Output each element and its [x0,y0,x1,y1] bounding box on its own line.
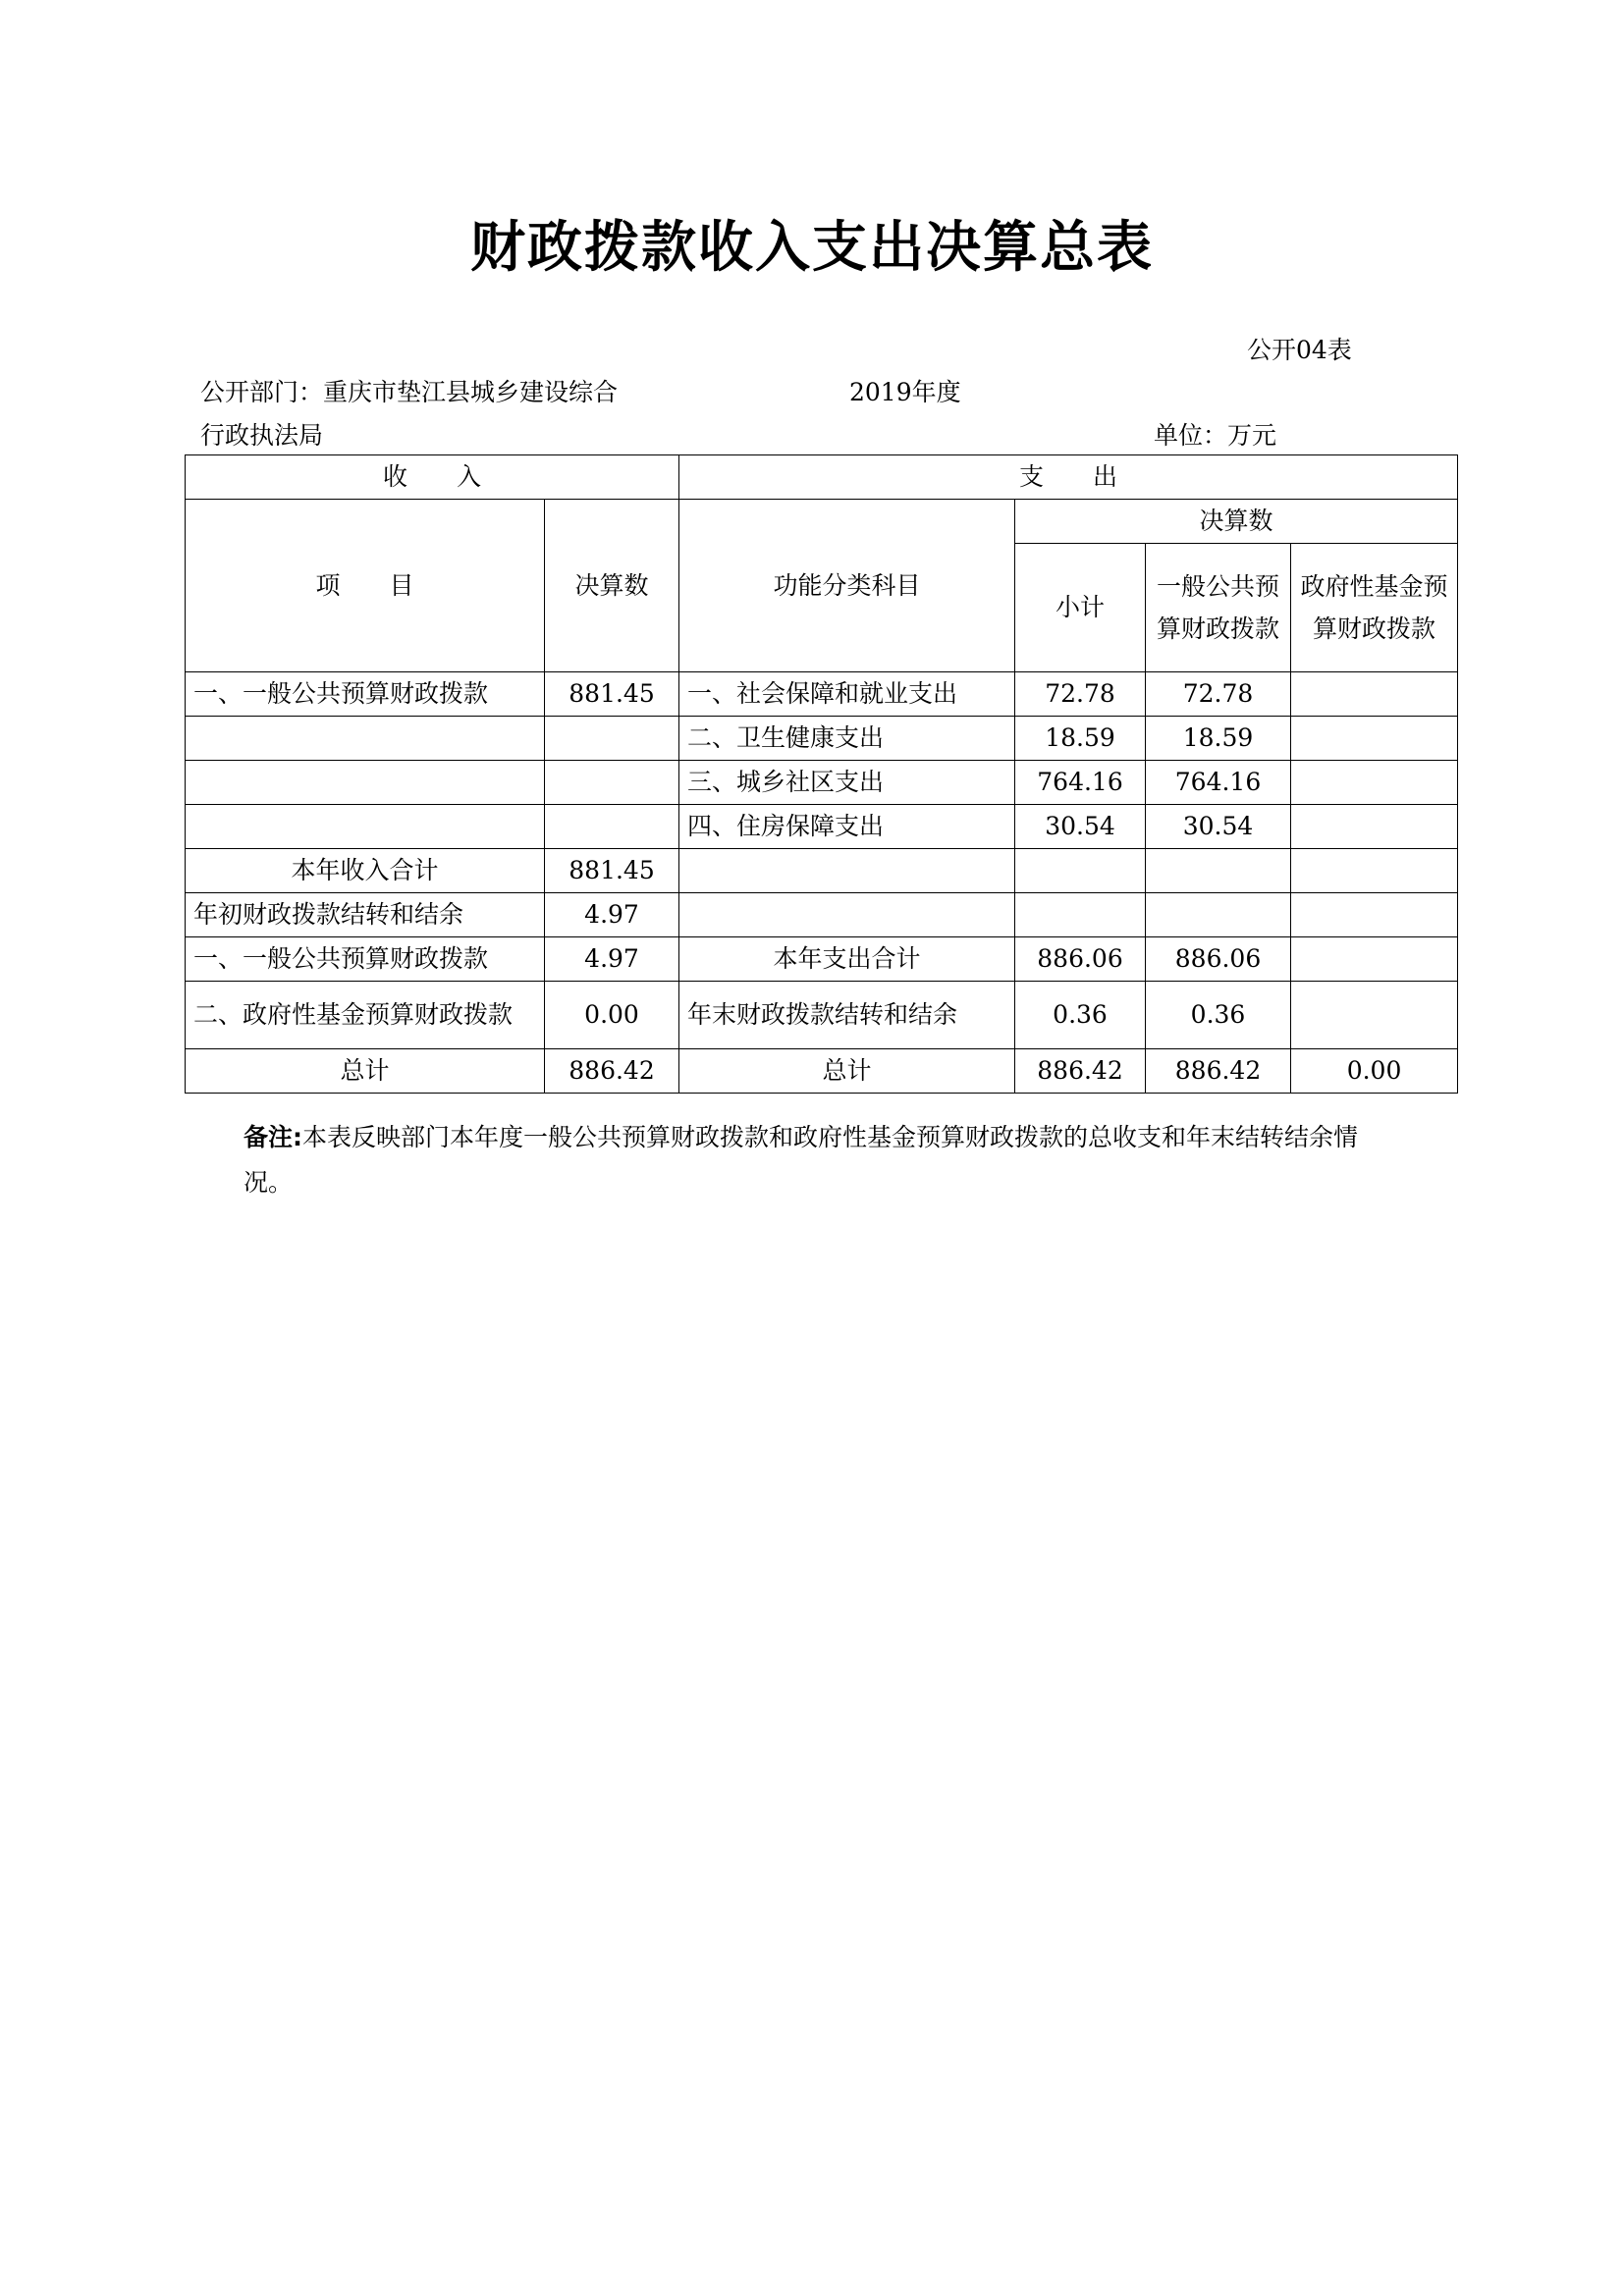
note [244,1115,1402,1205]
row-function-cell [679,849,1015,893]
income-header: 收 入 [186,455,679,500]
col-header-income-amount: 决算数 [545,500,679,672]
row-item-cell [186,805,545,849]
row-function-cell: 年末财政拨款结转和结余 [679,982,1015,1049]
row-income-amount-cell: 881.45 [545,672,679,717]
table-row [186,982,1458,1049]
row-item-cell: 本年收入合计 [186,849,545,893]
row-function-cell: 总计 [679,1049,1015,1094]
row-gov-fund-cell [1291,937,1458,982]
col-header-function: 功能分类科目 [679,500,1015,672]
row-income-amount-cell: 4.97 [545,893,679,937]
table-row [186,717,1458,761]
row-gov-fund-cell [1291,893,1458,937]
row-general-budget-cell: 0.36 [1146,982,1291,1049]
row-general-budget-cell: 30.54 [1146,805,1291,849]
row-subtotal-cell: 30.54 [1015,805,1146,849]
row-function-cell: 四、住房保障支出 [679,805,1015,849]
row-general-budget-cell: 72.78 [1146,672,1291,717]
row-item-cell: 一、一般公共预算财政拨款 [186,937,545,982]
col-header-general-budget: 一般公共预算财政拨款 [1146,544,1291,672]
col-header-gov-fund: 政府性基金预算财政拨款 [1291,544,1458,672]
row-function-cell: 三、城乡社区支出 [679,761,1015,805]
row-gov-fund-cell [1291,717,1458,761]
row-function-cell: 二、卫生健康支出 [679,717,1015,761]
row-gov-fund-cell [1291,849,1458,893]
row-general-budget-cell [1146,893,1291,937]
row-subtotal-cell: 18.59 [1015,717,1146,761]
col-header-item: 项 目 [186,500,545,672]
table-row [186,1049,1458,1094]
row-gov-fund-cell [1291,805,1458,849]
budget-table [185,454,1458,1094]
row-function-cell: 本年支出合计 [679,937,1015,982]
row-income-amount-cell: 881.45 [545,849,679,893]
row-subtotal-cell: 886.06 [1015,937,1146,982]
row-item-cell: 年初财政拨款结转和结余 [186,893,545,937]
row-general-budget-cell: 886.06 [1146,937,1291,982]
row-subtotal-cell [1015,893,1146,937]
row-item-cell: 总计 [186,1049,545,1094]
row-item-cell [186,761,545,805]
col-header-expense-group: 决算数 [1015,500,1458,544]
row-subtotal-cell: 0.36 [1015,982,1146,1049]
row-gov-fund-cell [1291,672,1458,717]
row-income-amount-cell [545,717,679,761]
row-function-cell [679,893,1015,937]
row-income-amount-cell [545,805,679,849]
table-header-row [186,500,1458,544]
table-row [186,805,1458,849]
note-label: 备注: [244,1123,302,1151]
fiscal-year: 2019年度 [849,378,961,406]
row-general-budget-cell: 886.42 [1146,1049,1291,1094]
row-income-amount-cell: 886.42 [545,1049,679,1094]
row-subtotal-cell [1015,849,1146,893]
row-subtotal-cell: 886.42 [1015,1049,1146,1094]
row-item-cell [186,717,545,761]
row-subtotal-cell: 764.16 [1015,761,1146,805]
expense-header: 支 出 [679,455,1458,500]
table-row [186,672,1458,717]
department [200,371,618,457]
note-text: 本表反映部门本年度一般公共预算财政拨款和政府性基金预算财政拨款的总收支和年末结转结余情况。 [244,1123,1359,1197]
form-number: 公开04表 [1247,336,1352,364]
row-income-amount-cell: 4.97 [545,937,679,982]
table-row [186,849,1458,893]
table-row [186,937,1458,982]
row-income-amount-cell [545,761,679,805]
unit-label: 单位：万元 [1154,421,1277,450]
row-gov-fund-cell: 0.00 [1291,1049,1458,1094]
table-row [186,761,1458,805]
row-item-cell: 二、政府性基金预算财政拨款 [186,982,545,1049]
department-line-1: 公开部门：重庆市垫江县城乡建设综合 [200,378,619,406]
col-header-subtotal: 小计 [1015,544,1146,672]
row-general-budget-cell [1146,849,1291,893]
row-subtotal-cell: 72.78 [1015,672,1146,717]
table-top-header-row [186,455,1458,500]
row-gov-fund-cell [1291,982,1458,1049]
table-row [186,893,1458,937]
row-income-amount-cell: 0.00 [545,982,679,1049]
row-function-cell: 一、社会保障和就业支出 [679,672,1015,717]
row-gov-fund-cell [1291,761,1458,805]
page-title: 财政拨款收入支出决算总表 [470,216,1154,280]
row-general-budget-cell: 764.16 [1146,761,1291,805]
row-general-budget-cell: 18.59 [1146,717,1291,761]
row-item-cell: 一、一般公共预算财政拨款 [186,672,545,717]
department-line-2: 行政执法局 [200,421,324,450]
